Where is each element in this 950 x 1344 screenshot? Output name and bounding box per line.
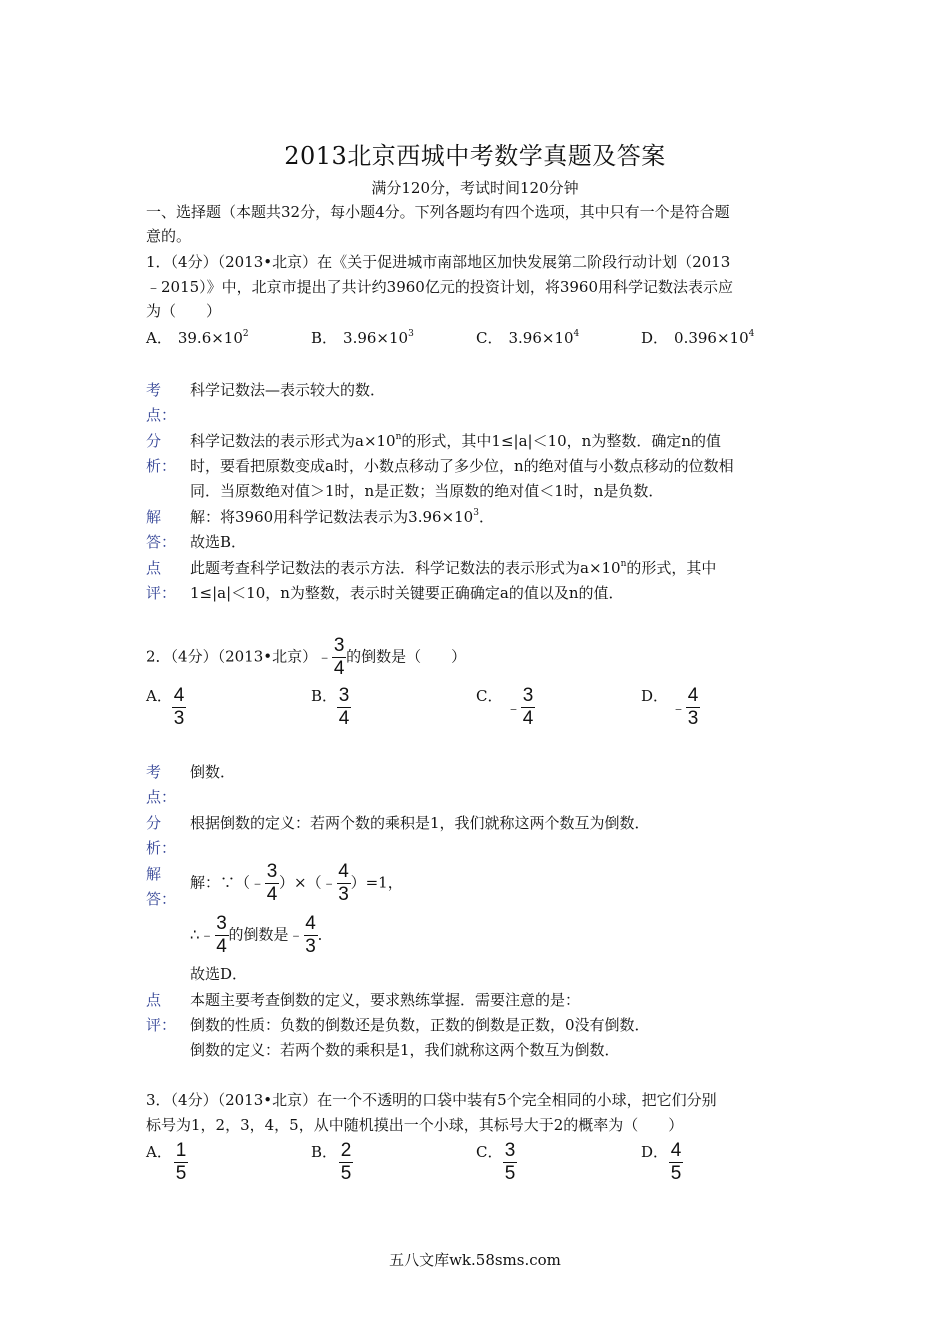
section-heading: 一、选择题（本题共32分，每小题4分。下列各题均有四个选项，其中只有一个是符合题	[146, 203, 730, 221]
section-heading-cont: 意的。	[146, 227, 192, 245]
q2-option-d-letter: D．	[641, 687, 669, 705]
q3-option-d-letter: D．	[641, 1143, 669, 1161]
footer-watermark: 五八文库wk.58sms.com	[389, 1251, 561, 1269]
q1-option-c: C． $3.96\times 10^4$	[476, 329, 580, 347]
q1-jieda-2: 故选B．	[190, 533, 247, 551]
q2-jieda-2: ∴﹣ $\frac{3}{4}$ 的倒数是﹣ $\frac{4}{3}$ ．	[190, 913, 333, 957]
q1-jieda-label-1: 解	[146, 508, 162, 526]
q2-jieda-label-1: 解	[146, 865, 162, 883]
q1-stem-2: ﹣2015）》中，北京市提出了共计约3960亿元的投资计划，将3960用科学记数法表示应	[146, 278, 734, 296]
q2-dianping-label-1: 点	[146, 991, 162, 1009]
q2-kaodian-label-1: 考	[146, 763, 162, 781]
q2-fenxi-label-1: 分	[146, 814, 162, 832]
q2-dianping-2: 倒数的性质：负数的倒数还是负数，正数的倒数是正数，0没有倒数．	[190, 1016, 650, 1034]
q1-kaodian: 科学记数法—表示较大的数．	[190, 381, 386, 399]
q1-dianping-1: 此题考查科学记数法的表示方法．科学记数法的表示形式为$a\times 10^n$的形式，其中	[190, 559, 717, 577]
q1-dianping-label-1: 点	[146, 559, 162, 577]
q2-dianping-1: 本题主要考查倒数的定义，要求熟练掌握．需要注意的是：	[190, 991, 581, 1009]
page-title: 2013北京西城中考数学真题及答案	[284, 142, 666, 170]
q1-fenxi-label-1: 分	[146, 432, 162, 450]
q2-option-d: ﹣ $\frac{4}{3}$	[671, 685, 699, 729]
q3-stem-1: 3．（4分）（2013•北京）在一个不透明的口袋中装有5个完全相同的小球，把它们分别	[146, 1091, 717, 1109]
q2-option-a: $\frac{4}{3}$	[173, 685, 185, 729]
q2-option-c-letter: C．	[476, 687, 503, 705]
q2-fenxi: 根据倒数的定义：若两个数的乘积是1，我们就称这两个数互为倒数．	[190, 814, 650, 832]
q2-fenxi-label-2: 析：	[146, 839, 177, 857]
q2-option-b-letter: B．	[311, 687, 338, 705]
q2-jieda-1: 解：∵（﹣ $\frac{3}{4}$ ）×（﹣ $\frac{4}{3}$ ）=1，	[190, 861, 403, 905]
q1-fenxi-3: 同．当原数绝对值＞1时，n是正数；当原数的绝对值＜1时，n是负数．	[190, 482, 664, 500]
q3-option-b: $\frac{2}{5}$	[340, 1140, 352, 1184]
q1-stem-3: 为（ ）	[146, 302, 222, 320]
q1-dianping-2: 1≤|a|＜10，n为整数，表示时关键要正确确定a的值以及n的值．	[190, 584, 624, 602]
q1-option-a: A． $39.6\times 10^2$	[146, 329, 249, 347]
q1-fenxi-2: 时，要看把原数变成a时，小数点移动了多少位，n的绝对值与小数点移动的位数相	[190, 457, 734, 475]
q1-jieda-label-2: 答：	[146, 533, 177, 551]
q3-option-d: $\frac{4}{5}$	[670, 1140, 682, 1184]
q3-option-a-letter: A．	[146, 1143, 172, 1161]
q3-option-b-letter: B．	[311, 1143, 338, 1161]
q2-option-b: $\frac{3}{4}$	[338, 685, 350, 729]
page-subtitle: 满分120分，考试时间120分钟	[371, 179, 579, 197]
q1-option-d: D． $0.396\times 10^4$	[641, 329, 755, 347]
q1-dianping-label-2: 评：	[146, 584, 177, 602]
q1-kaodian-label-2: 点：	[146, 406, 177, 424]
q2-kaodian: 倒数．	[190, 763, 236, 781]
q2-option-a-letter: A．	[146, 687, 172, 705]
q1-stem-1: 1．（4分）（2013•北京）在《关于促进城市南部地区加快发展第二阶段行动计划（2013	[146, 253, 731, 271]
q2-jieda-3: 故选D．	[190, 965, 248, 983]
q1-fenxi-1: 科学记数法的表示形式为$a\times 10^n$的形式，其中1≤|a|＜10，n为整数．确定n的值	[190, 432, 721, 450]
q2-kaodian-label-2: 点：	[146, 788, 177, 806]
q3-stem-2: 标号为1，2，3，4，5，从中随机摸出一个小球，其标号大于2的概率为（ ）	[146, 1116, 684, 1134]
q2-dianping-label-2: 评：	[146, 1016, 177, 1034]
q2-dianping-3: 倒数的定义：若两个数的乘积是1，我们就称这两个数互为倒数．	[190, 1041, 620, 1059]
q1-fenxi-label-2: 析：	[146, 457, 177, 475]
q1-kaodian-label-1: 考	[146, 381, 162, 399]
q1-jieda-1: 解：将3960用科学记数法表示为$3.96\times 10^3$．	[190, 508, 494, 526]
q2-jieda-label-2: 答：	[146, 890, 177, 908]
q3-option-c: $\frac{3}{5}$	[504, 1140, 516, 1184]
q2-option-c: ﹣ $\frac{3}{4}$	[506, 685, 534, 729]
q3-option-c-letter: C．	[476, 1143, 503, 1161]
q1-option-b: B． $3.96\times 10^3$	[311, 329, 414, 347]
q2-fraction: $\frac{3}{4}$	[333, 635, 345, 679]
q3-option-a: $\frac{1}{5}$	[175, 1140, 187, 1184]
q2-stem: 2．（4分）（2013•北京）﹣ $\frac{3}{4}$ 的倒数是（ ）	[146, 635, 467, 679]
